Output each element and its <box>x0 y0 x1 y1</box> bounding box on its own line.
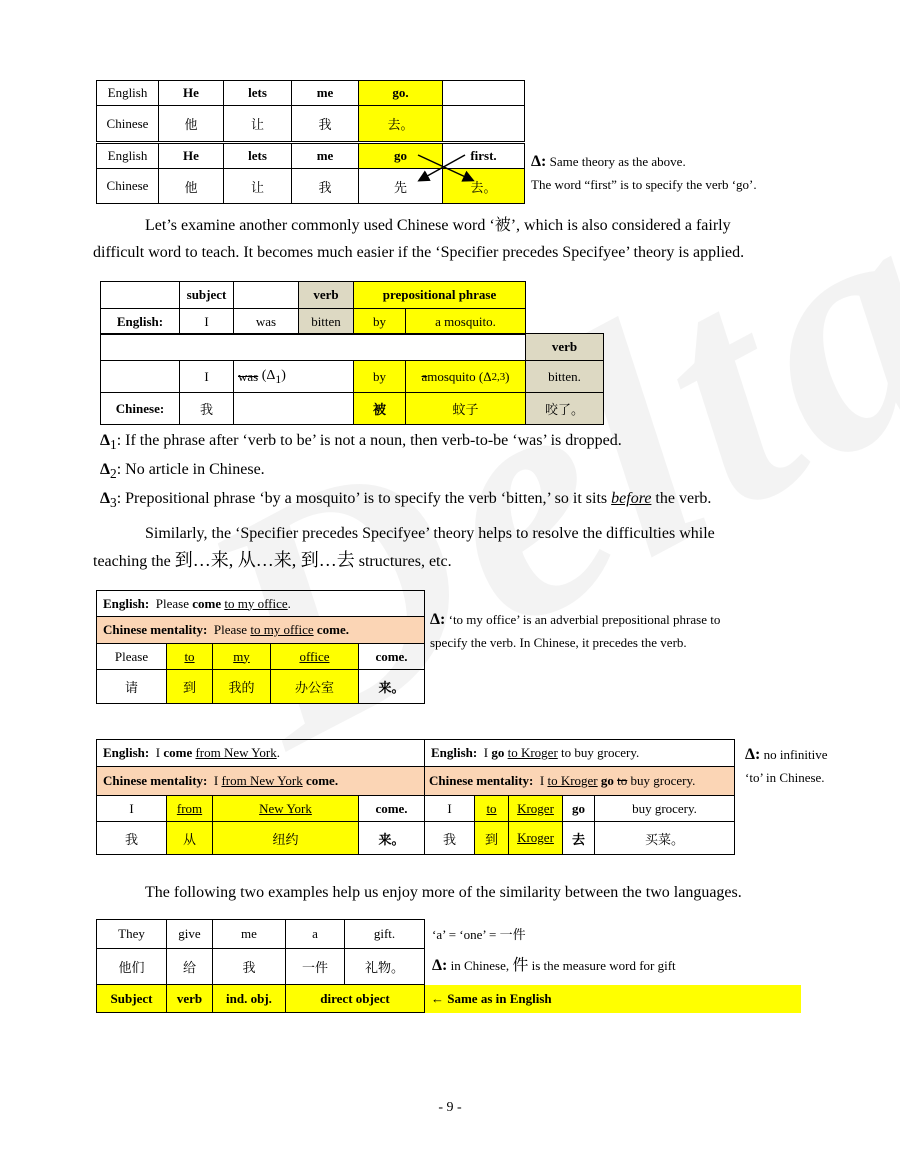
cell: I <box>97 796 167 822</box>
verb: come <box>163 745 193 760</box>
underlined-phrase: to my office <box>250 622 314 637</box>
cell: 一件 <box>286 949 345 985</box>
cell: bitten. <box>526 361 604 393</box>
text: Please <box>207 622 251 637</box>
paragraph-1 <box>93 212 833 266</box>
cell: 让 <box>224 169 292 204</box>
cell: 我 <box>425 822 475 855</box>
cell <box>101 334 526 361</box>
para-line: difficult word to teach. It becomes much easier if the ‘Specifier precedes Specifyee’ theory is applied. <box>93 244 745 261</box>
delta-symbol: Δ <box>100 461 111 479</box>
cell: subject <box>180 282 234 309</box>
underlined-phrase: from New York <box>221 773 303 788</box>
text: I <box>533 773 548 788</box>
cell: I <box>425 796 475 822</box>
mosquito-text: mosquito (Δ <box>427 368 492 384</box>
underlined-phrase: to my office <box>224 595 288 611</box>
label: Chinese mentality: <box>103 773 208 788</box>
cell: 我 <box>213 949 286 985</box>
cell: first. <box>443 144 525 169</box>
text: Please <box>149 595 193 611</box>
cell: a <box>286 920 345 949</box>
table-they-give-me-a-gift <box>96 919 425 1013</box>
measure-word: 件 <box>512 957 529 974</box>
cell: 买菜。 <box>595 822 735 855</box>
cell: He <box>159 81 224 106</box>
verb: come. <box>305 773 339 788</box>
cell: a mosquito (Δ 2,3 ) <box>406 361 526 393</box>
cell: verb <box>526 334 604 361</box>
cell: go. <box>359 81 443 106</box>
delta-symbol: Δ <box>100 490 111 508</box>
struck-word: was <box>238 368 259 384</box>
cell: Subject <box>97 985 167 1013</box>
cell: He <box>159 144 224 169</box>
para-text: structures, etc. <box>354 553 452 570</box>
cell: 他 <box>159 169 224 204</box>
cell: 我 <box>292 106 359 142</box>
cell: 礼物。 <box>345 949 425 985</box>
delta-sub: 1 <box>275 372 282 386</box>
note-text: : If the phrase after ‘verb to be’ is not a noun, then verb-to-be ‘was’ is dropped. <box>116 432 622 449</box>
delta-sub: 2,3 <box>491 370 506 383</box>
note-line: ‘to’ in Chinese. <box>745 770 825 785</box>
cell <box>97 591 425 617</box>
delta-symbol: Δ <box>100 432 111 449</box>
verb: go <box>600 773 614 788</box>
delta-notes <box>100 428 860 516</box>
delta-ref: (Δ <box>261 367 276 383</box>
cell: I <box>180 361 234 393</box>
cell: go <box>359 144 443 169</box>
label: Chinese mentality: <box>429 773 534 788</box>
cell: ind. obj. <box>213 985 286 1013</box>
note-line: specify the verb. In Chinese, it precedes the verb. <box>430 635 687 650</box>
note-t6 <box>432 923 676 977</box>
cell: me <box>213 920 286 949</box>
cell: lets <box>224 144 292 169</box>
cell <box>97 617 425 644</box>
cell: verb <box>167 985 213 1013</box>
para-line: Let’s examine another commonly used Chinese word ‘被’, which is also considered a fairly <box>145 217 731 234</box>
note-text: : No article in Chinese. <box>116 461 265 479</box>
table-from-new-york <box>96 739 425 855</box>
note-line: ‘to my office’ is an adverbial prepositional phrase to <box>448 612 721 627</box>
text: I <box>207 773 222 788</box>
struck-word: to <box>617 773 628 788</box>
cell <box>443 106 525 142</box>
cell: direct object <box>286 985 425 1013</box>
underlined-phrase: to Kroger <box>507 745 558 760</box>
cell: gift. <box>345 920 425 949</box>
para-text: teaching the <box>93 553 175 570</box>
note-text: the verb. <box>651 490 712 508</box>
label: English: <box>103 745 150 760</box>
cell: 纽约 <box>213 822 359 855</box>
note-t1 <box>531 150 757 196</box>
cell: 我的 <box>213 670 271 704</box>
label: English: <box>431 745 478 760</box>
cell: give <box>167 920 213 949</box>
cell: go <box>563 796 595 822</box>
underlined-phrase: to Kroger <box>547 773 598 788</box>
cell: 我 <box>97 822 167 855</box>
cell: from <box>167 796 213 822</box>
cell: 我 <box>292 169 359 204</box>
page-number: - 9 - <box>438 1100 462 1115</box>
delta-symbol: Δ: <box>531 153 547 170</box>
cell: They <box>97 920 167 949</box>
para-line: The following two examples help us enjoy more of the similarity between the two languages. <box>145 884 742 901</box>
verb: come. <box>316 622 350 637</box>
cell: come. <box>359 644 425 670</box>
note-t5 <box>745 743 828 789</box>
cell: 他 <box>159 106 224 142</box>
note-line: ‘a’ = ‘one’ = 一件 <box>432 927 526 942</box>
cell: Chinese: <box>101 393 180 425</box>
delta-symbol: Δ: <box>430 611 446 628</box>
para-line: Similarly, the ‘Specifier precedes Specifyee’ theory helps to resolve the difficulties while <box>145 525 715 542</box>
table-to-kroger <box>425 739 735 855</box>
cell: 办公室 <box>271 670 359 704</box>
cell: 从 <box>167 822 213 855</box>
note-t3 <box>430 608 720 654</box>
cell: my <box>213 644 271 670</box>
cell: 到 <box>167 670 213 704</box>
text: buy grocery. <box>627 773 696 788</box>
table-bitten-english <box>100 281 526 335</box>
delta-symbol: Δ: <box>745 746 761 763</box>
text: . <box>276 745 280 760</box>
note-line: Same theory as the above. <box>549 154 686 169</box>
cell: English: <box>101 309 180 335</box>
cell: 去。 <box>443 169 525 204</box>
cell: a mosquito. <box>406 309 526 335</box>
cell: I <box>180 309 234 335</box>
cell: by <box>354 361 406 393</box>
cell: 先 <box>359 169 443 204</box>
cell: 请 <box>97 670 167 704</box>
table-bitten-chinese <box>100 333 604 425</box>
cell: prepositional phrase <box>354 282 526 309</box>
same-as-english-banner: ← Same as in English <box>425 985 801 1013</box>
struck-article: a <box>421 368 428 384</box>
cell: English <box>97 144 159 169</box>
note-text: : Prepositional phrase ‘by a mosquito’ is to specify the verb ‘bitten,’ so it sits <box>116 490 612 508</box>
underlined-phrase: from New York <box>195 745 277 760</box>
cell: me <box>292 81 359 106</box>
table-he-lets-me-go <box>96 80 525 142</box>
cell: 被 <box>354 393 406 425</box>
cell <box>97 740 425 767</box>
cell <box>234 282 299 309</box>
cell: by <box>354 309 406 335</box>
delta-sub: 2 <box>110 466 117 482</box>
cell: 蚊子 <box>406 393 526 425</box>
cell: English <box>97 81 159 106</box>
note-text: is the measure word for gift <box>528 958 676 973</box>
note-text: in Chinese, <box>447 958 513 973</box>
verb: go <box>491 745 505 760</box>
cell: was $(\Delta_1)$ <box>234 361 354 393</box>
cell <box>101 282 180 309</box>
cell: 到 <box>475 822 509 855</box>
text: to buy grocery. <box>557 745 640 760</box>
cell: bitten <box>299 309 354 335</box>
paragraph-2 <box>93 520 853 575</box>
cell: New York <box>213 796 359 822</box>
cell: 让 <box>224 106 292 142</box>
table-to-my-office <box>96 590 425 704</box>
verb: come <box>192 595 222 611</box>
cell: me <box>292 144 359 169</box>
cell: come. <box>359 796 425 822</box>
cell <box>97 767 425 796</box>
delta-symbol: Δ: <box>432 957 448 974</box>
delta-sub: 3 <box>110 495 117 511</box>
cell: to <box>475 796 509 822</box>
cell: Chinese <box>97 106 159 142</box>
cell: Chinese <box>97 169 159 204</box>
paragraph-3 <box>145 879 742 906</box>
cell <box>425 740 735 767</box>
cell: 去。 <box>359 106 443 142</box>
cell: Kroger <box>509 822 563 855</box>
emphasis: before <box>611 490 652 508</box>
cell: office <box>271 644 359 670</box>
cell: 我 <box>180 393 234 425</box>
cell <box>234 393 354 425</box>
cell: 给 <box>167 949 213 985</box>
cell: to <box>167 644 213 670</box>
cell: was <box>234 309 299 335</box>
cell <box>101 361 180 393</box>
cell: 咬了。 <box>526 393 604 425</box>
text: I <box>149 745 164 760</box>
swap-arrows <box>400 150 495 210</box>
text: I <box>477 745 492 760</box>
cell: 去 <box>563 822 595 855</box>
cell: 来。 <box>359 822 425 855</box>
delta-sub: 1 <box>110 437 117 453</box>
cell: Kroger <box>509 796 563 822</box>
cell: verb <box>299 282 354 309</box>
chinese-structures: 到…来, 从…来, 到…去 <box>174 550 355 570</box>
cell: 来。 <box>359 670 425 704</box>
cell: lets <box>224 81 292 106</box>
cell: buy grocery. <box>595 796 735 822</box>
cell <box>425 767 735 796</box>
label: Chinese mentality: <box>103 622 208 637</box>
note-line: no infinitive <box>763 747 828 762</box>
cell: Please <box>97 644 167 670</box>
text: . <box>287 595 291 611</box>
cell: 他们 <box>97 949 167 985</box>
label: English: <box>103 595 150 611</box>
cell <box>443 81 525 106</box>
note-line: The word “first” is to specify the verb ‘go’. <box>531 177 757 192</box>
